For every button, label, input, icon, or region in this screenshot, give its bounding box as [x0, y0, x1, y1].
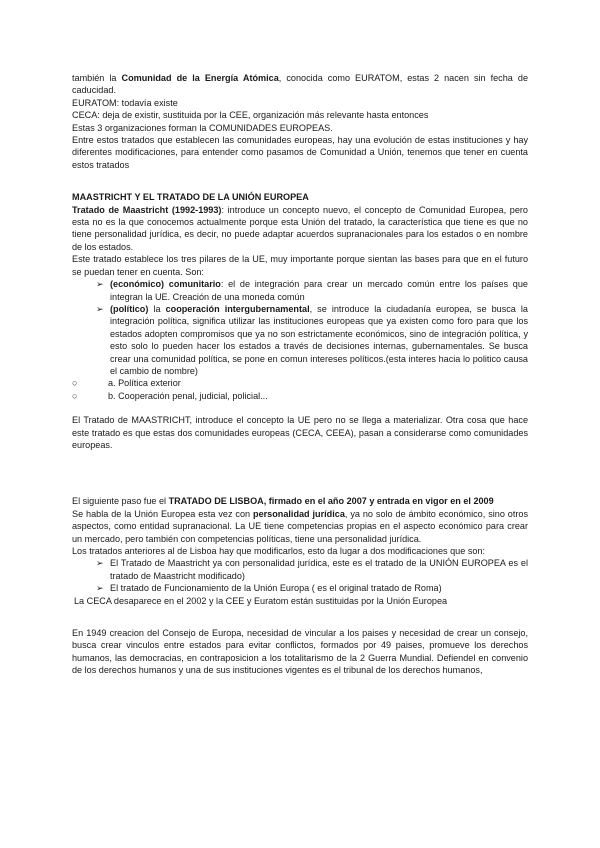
list-item — [96, 582, 528, 594]
arrow-bullet-icon: ➢ — [96, 558, 104, 569]
bold-run: Tratado de Maastricht (1992-1993) — [72, 204, 222, 215]
arrow-bullet-icon: ➢ — [96, 279, 104, 290]
paragraph-euratom-status: EURATOM: todavía existe — [72, 97, 178, 108]
arrow-bullet-icon: ➢ — [96, 583, 104, 594]
paragraph-maastricht — [72, 204, 528, 254]
bold-run: Comunidad de la Energía Atómica — [121, 73, 279, 83]
spacer — [72, 402, 528, 414]
text-run: El tratado de Funcionamiento de la Unión Europa ( es el original tratado de Roma) — [110, 583, 442, 594]
paragraph-pillars-intro: Este tratado establece los tres pilares de la UE, muy importante porque sientan las bases para que en el futuro se puedan tener en cuenta. Son: — [72, 254, 528, 277]
text-run: a. Política exterior — [108, 378, 181, 389]
paragraph-ceca-ends: La CECA desaparece en el 2002 y la CEE y Euratom están sustituidas por la Unión Europea — [74, 595, 448, 606]
text-run: , ya no solo de ámbito económico, sino otros aspectos, como entidad supranacional. La UE tiene competencias propias en el aspecto económico para crear un mercado, pero también con competencias políticas, tiene una personalidad jurídica. — [72, 508, 529, 544]
text-run: : introduce un concepto nuevo, el concepto de Comunidad Europea, pero esta no es la que conocemos actualmente porque esta Unión del tratado, la característica que tiene es que no tiene personalidad jurídica, es decir, no puede adaptar acuerdos supranacionales para los estados o en nombre de los estados. — [72, 204, 528, 252]
text-run: la — [148, 303, 166, 314]
text-run: El Tratado de Maastricht ya con personalidad jurídica, este es el tratado de la UNIÓN EUROPEA es el tratado de Maastricht modificado) — [110, 558, 528, 581]
bold-run: personalidad jurídica — [253, 508, 345, 519]
document-page — [72, 72, 528, 677]
bold-run: (económico) comunitario — [110, 279, 221, 290]
spacer — [72, 171, 528, 191]
bold-run: cooperación intergubernamental — [165, 303, 310, 314]
arrow-bullet-icon: ➢ — [96, 303, 104, 314]
list-item — [96, 557, 528, 582]
paragraph-euratom-intro — [72, 72, 528, 97]
sub-list-item — [72, 377, 528, 389]
text-run: Se habla de la Unión Europea esta vez con — [72, 508, 254, 519]
text-run: , conocida como EURATOM, estas 2 nacen sin fecha de caducidad. — [72, 73, 528, 96]
text-run: b. Cooperación penal, judicial, policial... — [108, 390, 268, 401]
bold-run: TRATADO DE LISBOA, firmado en el año 2007 y entrada en vigor en el 2009 — [168, 496, 494, 507]
paragraph-lisboa-intro — [72, 495, 528, 507]
text-run: también la — [72, 73, 122, 83]
paragraph-maastricht-summary: El Tratado de MAASTRICHT, introduce el concepto la UE pero no se llega a materializar. Otra cosa que hace este tratado es que estas dos comunidades europeas (CECA, CEEA), pasan a considerarse como comunidades europeas. — [72, 415, 528, 450]
circle-bullet-icon: ○ — [72, 378, 78, 389]
paragraph-lisboa-personality — [72, 508, 528, 545]
text-run: : el de integración para crear un mercado común entre los países que integran la UE. Creación de una moneda común — [110, 279, 528, 302]
list-item — [96, 303, 528, 377]
sub-list-item — [72, 390, 528, 402]
modifications-list — [72, 557, 528, 594]
paragraph-comunidades: Estas 3 organizaciones forman la COMUNIDADES EUROPEAS. — [72, 122, 333, 133]
list-item — [96, 278, 528, 303]
text-run: El siguiente paso fue el — [72, 496, 169, 507]
circle-bullet-icon: ○ — [72, 390, 78, 401]
pillars-list — [72, 278, 528, 377]
bold-run: (político) — [110, 303, 149, 314]
paragraph-consejo-europa: En 1949 creacion del Consejo de Europa, necesidad de vincular a los paises y necesidad de crear un consejo, busca crear vinculos entre estados para evitar conflictos, formados por 49 paises, promueve los derechos humanos, las democracias, en contraposicion a los totalitarismo de la 2 Guerra Mundial. Defiendel en convenio de los derechos humanos y una de sus instituciones vigentes es el tribunal de los derechos humanos, — [72, 628, 528, 676]
paragraph-evolution: Entre estos tratados que establecen las comunidades europeas, hay una evolución de estas instituciones y hay diferentes modificaciones, para entender como pasamos de Comunidad a Unión, tenemos que tener en cuenta estos tratados — [72, 135, 528, 170]
paragraph-ceca-status: CECA: deja de existir, sustituida por la CEE, organización más relevante hasta entonces — [72, 110, 429, 121]
section-heading-maastricht: MAASTRICHT Y EL TRATADO DE LA UNIÓN EUROPEA — [72, 192, 309, 203]
spacer — [72, 451, 528, 495]
paragraph-modifications-intro: Los tratados anteriores al de Lisboa hay que modificarlos, esto da lugar a dos modificaciones que son: — [72, 546, 486, 556]
text-run: , se introduce la ciudadanía europea, se busca la integración política, significa utilizar las instituciones europeas que ya existen como foro para que los estados adopten compromisos que ya no son estrictamente económicos, sino de integración política, y esto solo lo pueden hacer los estados a través de decisiones internas, gubernamentales. Se busca crear una comunidad política, se pone en comun intereses políticos.(esta interes hacia lo politico causa el cambio de nombre) — [110, 303, 528, 376]
spacer — [72, 607, 528, 627]
